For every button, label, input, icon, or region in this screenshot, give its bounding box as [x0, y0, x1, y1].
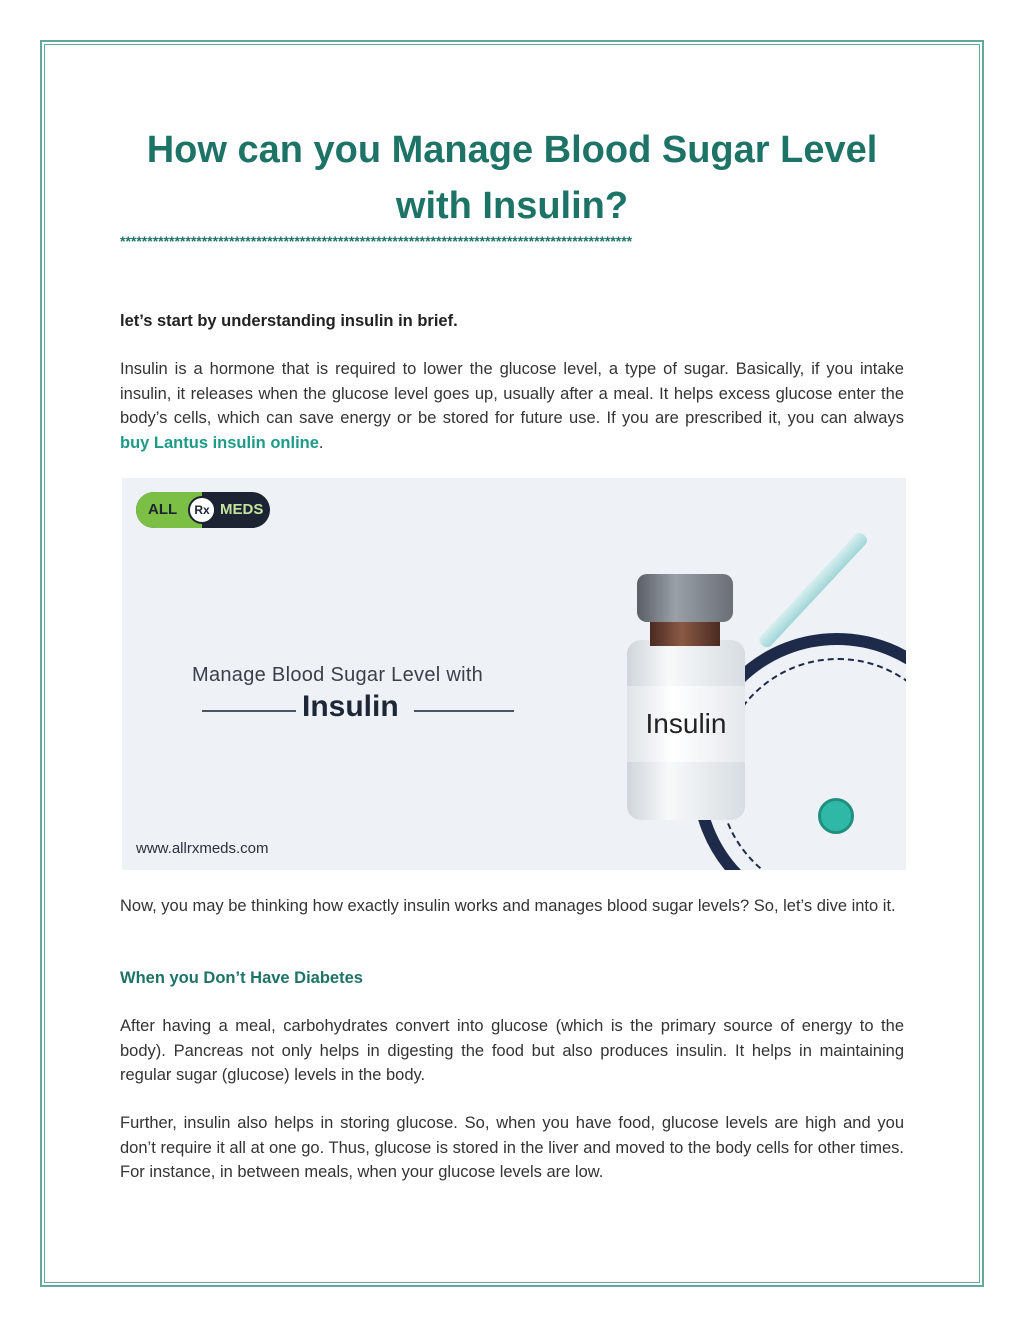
- section-heading-no-diabetes: When you Don’t Have Diabetes: [120, 969, 363, 987]
- banner-url: www.allrxmeds.com: [136, 840, 269, 857]
- logo-meds-text: MEDS: [220, 501, 264, 518]
- intro-heading: let’s start by understanding insulin in brief.: [120, 312, 458, 330]
- banner-subtitle: Manage Blood Sugar Level with: [192, 664, 484, 686]
- vial-cap: [637, 574, 733, 622]
- buy-lantus-link[interactable]: buy Lantus insulin online: [120, 433, 319, 452]
- paragraph-storing-glucose: Further, insulin also helps in storing glucose. So, when you have food, glucose levels are high and you don’t require it all at one go. Thus, glucose is stored in the liver and moved to the body cells for other times. For instance, in between meals, when your glucose levels are low.: [120, 1114, 904, 1181]
- paragraph-how-insulin-works: Now, you may be thinking how exactly insulin works and manages blood sugar levels? So, let’s dive into it.: [120, 897, 896, 915]
- paragraph-insulin-intro-text: Insulin is a hormone that is required to lower the glucose level, a type of sugar. Basically, if you intake insulin, it releases when the glucose level goes up, usually after a meal. It helps excess glucose enter the body’s cells, which can save energy or be stored for future use. If you are prescribed it, you can always: [120, 360, 904, 427]
- banner-title: Insulin: [302, 690, 399, 723]
- logo-rx-text: Rx: [188, 496, 216, 524]
- banner-line-right: [414, 710, 514, 712]
- page-title: How can you Manage Blood Sugar Level with Insulin?: [146, 129, 878, 227]
- paragraph-after-meal: After having a meal, carbohydrates convert into glucose (which is the primary source of energy to the body). Pancreas not only helps in digesting the food but also produces insulin. It helps in maintaining regular sugar (glucose) levels in the body.: [120, 1017, 904, 1084]
- syringe-plunger-icon: [818, 798, 854, 834]
- paragraph-insulin-intro-end: .: [318, 433, 324, 452]
- paragraph-insulin-intro: [120, 357, 904, 455]
- insulin-banner-image: [122, 478, 906, 870]
- vial-label: Insulin: [627, 686, 745, 762]
- syringe-icon: [757, 531, 870, 650]
- separator: **********************************************************************************************: [120, 233, 633, 249]
- banner-line-left: [202, 710, 296, 712]
- logo-all-text: ALL: [148, 501, 178, 518]
- allrxmeds-logo: [136, 492, 270, 528]
- vial-neck: [650, 618, 720, 646]
